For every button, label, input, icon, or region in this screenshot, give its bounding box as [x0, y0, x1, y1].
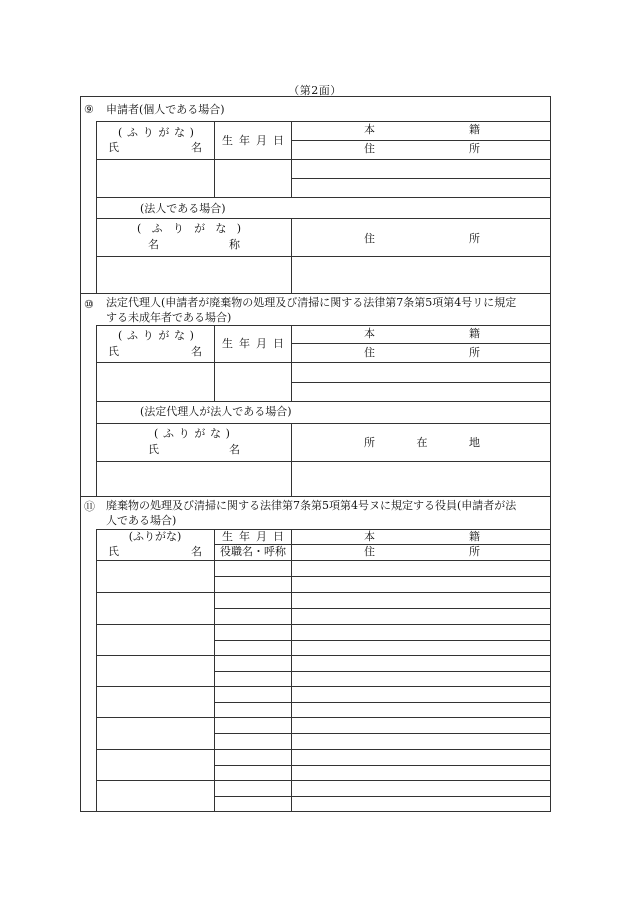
grid-line [80, 496, 551, 497]
grid-line [214, 671, 551, 672]
section-9-number: ⑨ [84, 103, 94, 116]
grid-line [291, 325, 292, 401]
grid-line [96, 423, 551, 424]
section-11-number: ⑪ [84, 500, 95, 513]
grid-line [96, 655, 551, 656]
page-title: （第2面） [288, 84, 342, 97]
s9-corp-jusho-label: 住 所 [364, 232, 480, 245]
section-11-title-line2: 人である場合) [106, 514, 177, 527]
grid-line [96, 256, 551, 257]
s11-role-label: 役職名・呼称 [220, 545, 286, 558]
s9-honseki-label: 本 籍 [364, 123, 480, 136]
grid-line [214, 325, 215, 401]
s10-jusho-label: 住 所 [364, 346, 480, 359]
grid-line [96, 362, 551, 363]
s10-corp-furigana-label: ( ふ り が な ) [154, 427, 230, 440]
grid-line [214, 529, 215, 812]
s9-corp-title: (法人である場合) [140, 202, 226, 215]
grid-line [291, 140, 551, 141]
s10-corp-shozaichi-label: 所 在 地 [364, 436, 480, 449]
section-10-number: ⑩ [84, 298, 94, 311]
grid-line [96, 325, 551, 326]
grid-line [96, 121, 97, 293]
grid-line [291, 382, 551, 383]
s9-corp-furigana-label: ( ふ り が な ) [137, 222, 241, 235]
grid-line [96, 624, 551, 625]
section-11-title-line1: 廃棄物の処理及び清掃に関する法律第7条第5項第4号ヌに規定する役員(申請者が法 [106, 499, 517, 512]
grid-line [96, 121, 551, 122]
grid-line [96, 529, 97, 812]
grid-line [96, 686, 551, 687]
grid-line [214, 121, 215, 197]
s10-name-label: 氏 名 [108, 345, 202, 358]
grid-line [214, 765, 551, 766]
s9-furigana-label: ( ふ り が な ) [118, 126, 194, 139]
s10-dob-label: 生 年 月 日 [222, 337, 284, 350]
grid-line [96, 159, 551, 160]
grid-line [80, 293, 551, 294]
grid-line [96, 749, 551, 750]
grid-line [291, 121, 292, 197]
s10-furigana-label: ( ふ り が な ) [118, 329, 194, 342]
s11-furigana-label: (ふりがな) [128, 530, 182, 543]
s10-corp-title: (法定代理人が法人である場合) [140, 405, 292, 418]
s9-dob-label: 生 年 月 日 [222, 134, 284, 147]
grid-line [96, 401, 551, 402]
grid-line [96, 717, 551, 718]
grid-line [214, 702, 551, 703]
grid-line [214, 576, 551, 577]
grid-line [96, 461, 551, 462]
section-10-title-line1: 法定代理人(申請者が廃棄物の処理及び清掃に関する法律第7条第5項第4号リに規定 [106, 296, 517, 309]
s11-dob-label: 生 年 月 日 [222, 530, 284, 543]
grid-line [291, 218, 292, 293]
grid-line [291, 529, 292, 812]
grid-line [96, 325, 97, 496]
grid-line [291, 343, 551, 344]
grid-line [214, 640, 551, 641]
s11-name-label: 氏 名 [108, 545, 202, 558]
grid-line [291, 178, 551, 179]
s9-jusho-label: 住 所 [364, 142, 480, 155]
section-10-title-line2: する未成年者である場合) [106, 311, 232, 324]
grid-line [96, 780, 551, 781]
s10-corp-name-label: 氏 名 [148, 443, 240, 456]
s10-honseki-label: 本 籍 [364, 327, 480, 340]
grid-line [214, 733, 551, 734]
grid-line [291, 423, 292, 496]
grid-line [214, 608, 551, 609]
s11-jusho-label: 住 所 [364, 545, 480, 558]
s11-honseki-label: 本 籍 [364, 530, 480, 543]
grid-line [96, 218, 551, 219]
s9-name-label: 氏 名 [108, 141, 202, 154]
section-9-title: 申請者(個人である場合) [106, 103, 225, 116]
s9-corp-name-label: 名 称 [148, 238, 240, 251]
grid-line [96, 592, 551, 593]
grid-line [96, 560, 551, 561]
grid-line [96, 197, 551, 198]
grid-line [214, 796, 551, 797]
